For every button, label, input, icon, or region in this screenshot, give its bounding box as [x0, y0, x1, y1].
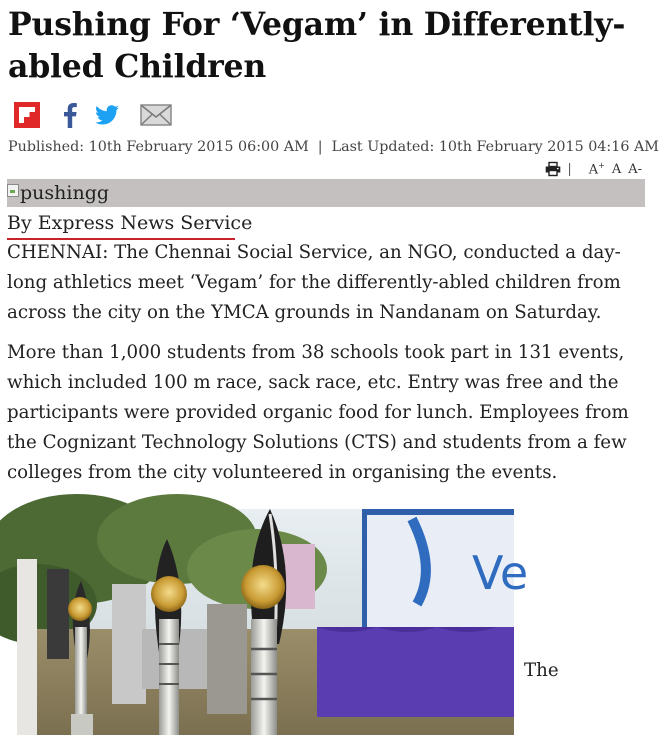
lead-image-placeholder: [7, 179, 645, 207]
font-increase-label: A: [588, 162, 599, 178]
byline[interactable]: By Express News Service: [7, 210, 235, 240]
article-paragraph-2: More than 1,000 students from 38 schools took part in 131 events, which included 100 m race, sack race, etc. Entry was free and the participants were provided organic food for lunch. Employees from the Cognizant Technology Solutions (CTS) and students from a few colleges from the city volunteered in organising the events.: [7, 342, 629, 483]
article-dates: [8, 138, 659, 156]
broken-image: [7, 181, 109, 205]
font-decrease-button[interactable]: [628, 162, 642, 177]
updated-date: Last Updated: 10th February 2015 04:16 AM: [331, 139, 659, 155]
font-decrease-suffix: -: [637, 161, 642, 177]
continued-text: The: [524, 660, 559, 681]
facebook-icon[interactable]: [62, 102, 78, 128]
article-paragraph-1: CHENNAI: The Chennai Social Service, an NGO, conducted a day-long athletics meet ‘Vegam’ for the differently-abled children from across the city on the YMCA grounds in Nandanam on Saturday.: [7, 242, 621, 323]
print-icon[interactable]: [545, 162, 561, 176]
font-default-button[interactable]: A: [611, 161, 622, 177]
image-alt-text: pushingg: [20, 182, 110, 204]
svg-text:Ve: Ve: [472, 546, 529, 600]
broken-image-icon: [7, 184, 19, 197]
font-increase-button[interactable]: [589, 161, 605, 177]
share-bar: [14, 102, 172, 128]
article-tools: [545, 160, 642, 178]
article-headline: Pushing For ‘Vegam’ in Differently-abled Children: [8, 6, 626, 85]
twitter-icon[interactable]: [94, 102, 120, 128]
mail-icon[interactable]: [140, 102, 172, 128]
font-decrease-label: A: [628, 161, 638, 177]
published-date: Published: 10th February 2015 06:00 AM: [8, 139, 309, 155]
tools-separator: |: [567, 161, 572, 177]
meta-separator: |: [317, 139, 323, 155]
font-increase-sup: +: [598, 160, 605, 170]
flipboard-icon[interactable]: [14, 102, 40, 128]
article-photo: [17, 509, 529, 735]
